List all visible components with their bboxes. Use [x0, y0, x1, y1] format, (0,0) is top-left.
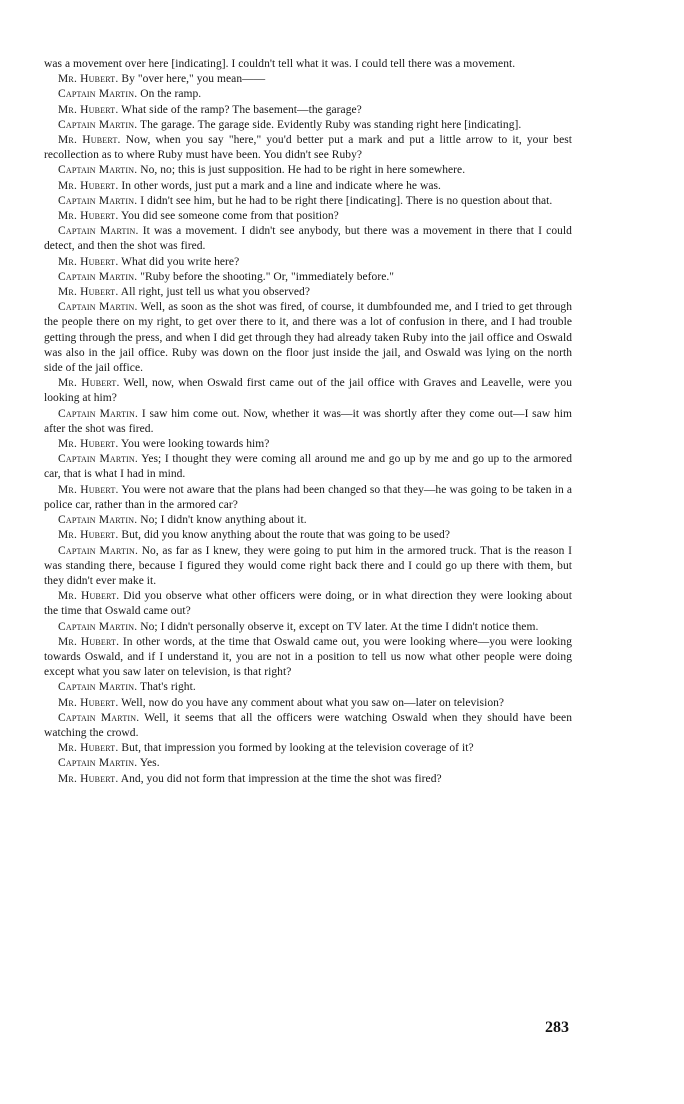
speaker-name: Mr. Hubert.	[58, 696, 119, 709]
transcript-paragraph	[44, 285, 572, 300]
transcript-paragraph	[44, 224, 572, 254]
transcript-paragraph	[44, 680, 572, 695]
paragraph-text: was a movement over here [indicating]. I couldn't tell what it was. I could tell there was a movement.	[44, 58, 516, 70]
transcript-paragraph	[44, 483, 572, 513]
speaker-name: Captain Martin.	[58, 88, 138, 101]
transcript-paragraph	[44, 528, 572, 543]
speaker-name: Mr. Hubert.	[58, 772, 119, 785]
paragraph-text: Now, when you say "here," you'd better put a mark and put a little arrow to it, your best recollection as to where Ruby must have been. You didn't see Ruby?	[44, 134, 572, 162]
paragraph-text: But, did you know anything about the route that was going to be used?	[121, 529, 450, 542]
paragraph-text: Well, it seems that all the officers were watching Oswald when they should have been watching the crowd.	[44, 711, 572, 739]
transcript-page	[44, 57, 572, 787]
paragraph-text: What side of the ramp? The basement—the garage?	[121, 103, 362, 116]
transcript-paragraph	[44, 255, 572, 270]
speaker-name: Captain Martin.	[58, 757, 138, 770]
speaker-name: Captain Martin.	[58, 453, 138, 466]
speaker-name: Mr. Hubert.	[58, 590, 120, 603]
speaker-name: Captain Martin.	[58, 301, 138, 314]
transcript-paragraph	[44, 772, 572, 787]
paragraph-text: That's right.	[140, 681, 196, 694]
speaker-name: Mr. Hubert.	[58, 529, 119, 542]
speaker-name: Captain Martin.	[58, 225, 139, 238]
transcript-paragraph	[44, 407, 572, 437]
transcript-paragraph	[44, 589, 572, 619]
paragraph-text: Well, as soon as the shot was fired, of course, it dumbfounded me, and I tried to get through the people there on my right, to get over there to it, and there was a lot of confusion in there, and I had trouble getting through the press, and when I did get through they had already taken Ruby into the jail office and Oswald was also in the jail office. Ruby was down on the floor just inside the jail, and Oswald was lying on the north side of the jail office.	[44, 301, 573, 375]
paragraph-text: All right, just tell us what you observed?	[120, 286, 311, 299]
paragraph-text: No, no; this is just supposition. He had to be right in here somewhere.	[140, 164, 466, 177]
speaker-name: Mr. Hubert.	[58, 73, 119, 86]
transcript-paragraph	[44, 452, 572, 482]
transcript-paragraph	[44, 711, 572, 741]
page-number: 283	[545, 1019, 569, 1036]
paragraph-text: I didn't see him, but he had to be right there [indicating]. There is no question about that.	[140, 194, 553, 207]
transcript-paragraph	[44, 133, 572, 163]
paragraph-text: No; I didn't know anything about it.	[140, 514, 307, 527]
paragraph-text: You were not aware that the plans had been changed so that they—he was going to be taken in a police car, rather than in the armored car?	[44, 483, 573, 511]
speaker-name: Mr. Hubert.	[58, 635, 120, 648]
speaker-name: Mr. Hubert.	[58, 483, 119, 496]
paragraph-text: What did you write here?	[121, 255, 240, 268]
transcript-paragraph	[44, 741, 572, 756]
speaker-name: Mr. Hubert.	[58, 134, 121, 147]
speaker-name: Mr. Hubert.	[58, 438, 119, 451]
paragraph-text: It was a movement. I didn't see anybody, but there was a movement in there that I could detect, and then the shot was fired.	[44, 225, 572, 253]
paragraph-text: The garage. The garage side. Evidently Ruby was standing right here [indicating].	[140, 118, 522, 131]
transcript-paragraph	[44, 72, 572, 87]
speaker-name: Captain Martin.	[58, 270, 138, 283]
paragraph-text: No, as far as I knew, they were going to put him in the armored truck. That is the reason I was standing there, because I figured they would come right back there and I could go up there with them, but they didn't ever make it.	[44, 544, 572, 587]
speaker-name: Mr. Hubert.	[58, 255, 119, 268]
speaker-name: Captain Martin.	[58, 407, 139, 420]
transcript-paragraph	[44, 437, 572, 452]
transcript-paragraph	[44, 376, 572, 406]
speaker-name: Mr. Hubert.	[58, 210, 119, 223]
speaker-name: Captain Martin.	[58, 711, 140, 724]
transcript-paragraph	[44, 194, 572, 209]
paragraph-text: In other words, at the time that Oswald came out, you were looking where—you were looking towards Oswald, and if I understand it, you are not in a position to tell us now what other people were doing except what you saw later on television, is that right?	[44, 635, 572, 679]
paragraph-text: But, that impression you formed by looking at the television coverage of it?	[121, 742, 474, 755]
paragraph-text: No; I didn't personally observe it, except on TV later. At the time I didn't notice them.	[140, 620, 539, 633]
transcript-paragraph	[44, 163, 572, 178]
paragraph-text: Well, now do you have any comment about what you saw on—later on television?	[121, 696, 505, 709]
paragraph-text: In other words, just put a mark and a line and indicate where he was.	[121, 179, 441, 192]
transcript-paragraph	[44, 270, 572, 285]
paragraph-text: You were looking towards him?	[120, 438, 270, 451]
speaker-name: Mr. Hubert.	[58, 377, 120, 390]
paragraph-text: You did see someone come from that position?	[120, 210, 339, 223]
paragraph-text: By "over here," you mean——	[121, 73, 266, 86]
speaker-name: Captain Martin.	[58, 620, 138, 633]
transcript-paragraph	[44, 756, 572, 771]
paragraph-text: Yes; I thought they were coming all around me and go up by me and go up to the armored car, that is what I had in mind.	[44, 453, 572, 481]
paragraph-text: On the ramp.	[140, 88, 202, 101]
transcript-paragraph	[44, 179, 572, 194]
paragraph-text: "Ruby before the shooting." Or, "immediately before."	[140, 270, 395, 283]
paragraph-text: Yes.	[139, 757, 160, 770]
paragraph-text: And, you did not form that impression at the time the shot was fired?	[120, 772, 442, 785]
transcript-paragraph	[44, 118, 572, 133]
transcript-paragraph	[44, 103, 572, 118]
transcript-paragraph	[44, 620, 572, 635]
speaker-name: Captain Martin.	[58, 164, 138, 177]
transcript-paragraph	[44, 696, 572, 711]
speaker-name: Captain Martin.	[58, 514, 138, 527]
paragraph-text: Did you observe what other officers were doing, or in what direction they were looking about the time that Oswald came out?	[44, 590, 572, 618]
speaker-name: Captain Martin.	[58, 118, 138, 131]
transcript-paragraph	[44, 57, 572, 72]
transcript-paragraph	[44, 300, 572, 376]
transcript-paragraph	[44, 513, 572, 528]
transcript-paragraph	[44, 209, 572, 224]
transcript-paragraph	[44, 635, 572, 681]
speaker-name: Mr. Hubert.	[58, 103, 119, 116]
speaker-name: Captain Martin.	[58, 681, 138, 694]
paragraph-text: Well, now, when Oswald first came out of the jail office with Graves and Leavelle, were you looking at him?	[44, 377, 572, 405]
speaker-name: Mr. Hubert.	[58, 179, 119, 192]
paragraph-text: I saw him come out. Now, whether it was—it was shortly after they come out—I saw him after the shot was fired.	[44, 407, 572, 435]
speaker-name: Captain Martin.	[58, 544, 139, 557]
speaker-name: Mr. Hubert.	[58, 286, 119, 299]
speaker-name: Mr. Hubert.	[58, 742, 119, 755]
transcript-paragraph	[44, 544, 572, 590]
transcript-body	[44, 57, 572, 787]
transcript-paragraph	[44, 87, 572, 102]
speaker-name: Captain Martin.	[58, 194, 138, 207]
